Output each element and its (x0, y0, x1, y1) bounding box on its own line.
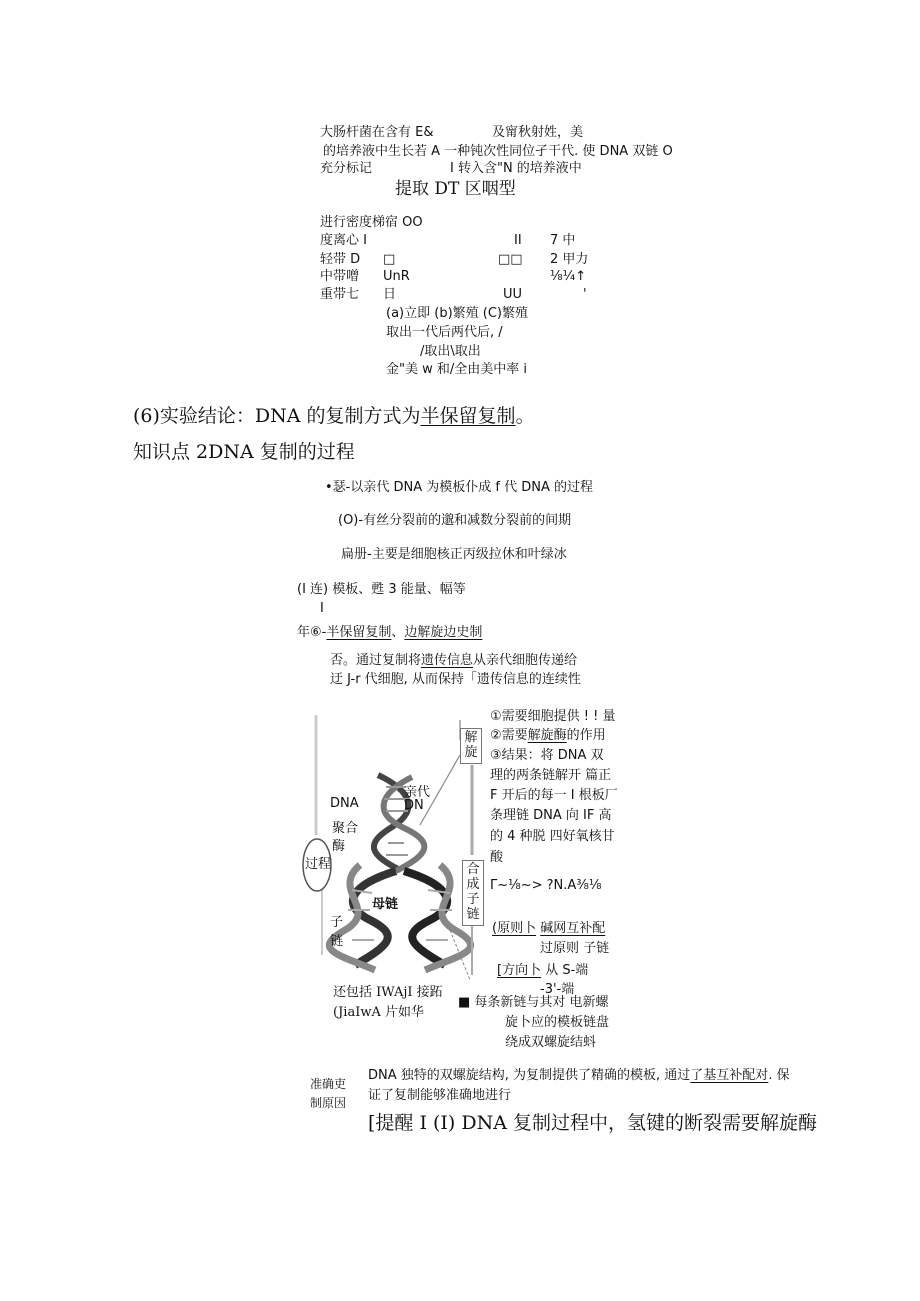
parent-label-1: 亲代 (404, 785, 431, 800)
polymerase-label-1: 聚合 (332, 821, 359, 836)
exp-line-9a: 重带七 (320, 287, 360, 302)
exp-line-10: (a)立即 (b)繁殖 (C)繁殖 (386, 306, 528, 321)
right-line-4: 理的两条链解开 篇正 (490, 768, 612, 783)
def-line-8: 迂 J-r 代细胞, 从而保持「遗传信息的连续性 (330, 672, 581, 687)
right-line-8: 酸 (490, 850, 504, 865)
exp-line-1a: 大肠杆菌在含有 E& (320, 125, 434, 140)
accurate-label-1: 准确吏 (310, 1077, 347, 1091)
right-line-5: F 开后的每一 I 根板厂 (490, 788, 618, 803)
conclusion-suffix: 。 (515, 405, 535, 427)
right-line-9: Γ~⅛~> ?N.A⅜⅛ (490, 878, 602, 893)
def-line-7c: 从亲代细胞传递给 (473, 653, 578, 668)
right-line-1: ①需要细胞提供 ! ! 量 (490, 709, 616, 724)
def-line-7 (330, 654, 577, 667)
accurate-line-1 (368, 1069, 790, 1082)
exp-line-5: 进行密度梯宿 OO (320, 215, 423, 230)
process-label: 过程 (305, 857, 332, 872)
conclusion-prefix: (6)实验结论：DNA 的复制方式为 (133, 405, 421, 427)
child-chain-label-2: 链 (330, 934, 344, 949)
accurate-line-1c: . 保 (768, 1068, 790, 1083)
exp-line-12: /取出\取出 (420, 344, 481, 359)
right-line-2b: 解旋酶 (527, 728, 567, 743)
exp-line-7d: 2 甲力 (550, 252, 589, 267)
def-line-7a: 否。通过复制将 (330, 653, 422, 668)
right-line-15: 旋卜应的模板链盘 (505, 1015, 610, 1030)
exp-line-9d: ' (583, 287, 587, 302)
synthesis-box: 合成子链 (462, 860, 484, 926)
exp-line-3a: 充分标记 (320, 161, 373, 176)
right-line-12b: 从 S-端 (545, 963, 589, 978)
exp-line-6b: II (514, 233, 522, 248)
right-line-11: 过原则 子链 (540, 941, 610, 956)
exp-line-7a: 轻带 D (320, 252, 361, 267)
exp-line-7c: □□ (498, 252, 523, 267)
exp-line-8b: UnR (383, 269, 410, 284)
exp-line-3b: I 转入含"N 的培养液中 (450, 161, 582, 176)
right-line-2a: ②需要 (490, 728, 528, 743)
exp-line-6c: 7 中 (550, 233, 576, 248)
def-line-5: I (320, 601, 324, 616)
right-line-12 (497, 964, 588, 977)
def-line-3: 扁册-主要是细胞核正丙级拉休和叶绿冰 (341, 547, 567, 562)
exp-line-9b: 日 (383, 287, 397, 302)
diagram-note-2: (JiaIwA 片如华 (333, 1005, 424, 1020)
dna-label: DNA (330, 796, 359, 811)
exp-line-9c: UU (503, 287, 523, 302)
accurate-line-1a: DNA 独特的双螺旋结构, 为复制提供了精确的模板, 通过 (368, 1068, 691, 1083)
mother-chain-label: 母链 (372, 897, 399, 912)
exp-line-8a: 中带噌 (320, 269, 360, 284)
accurate-label-2: 制原因 (310, 1096, 347, 1110)
right-line-3: ③结果：将 DNA 双 (490, 748, 604, 763)
right-line-2c: 的作用 (566, 728, 606, 743)
right-line-13: -3'-端 (540, 982, 575, 997)
right-line-2 (490, 729, 606, 742)
def-line-4: (I 连) 模板、甦 3 能量、幅等 (297, 582, 466, 597)
def-line-6d: 边解旋边史制 (404, 625, 483, 640)
def-line-6c: 、 (391, 625, 405, 640)
exp-line-2: 的培养液中生长若 A 一种钝次性同位孑干代. 使 DNA 双链 O (323, 144, 673, 159)
def-line-6b: 半保留复制 (326, 625, 392, 640)
section-title: 知识点 2DNA 复制的过程 (133, 441, 355, 463)
exp-line-6a: 度离心 I (320, 233, 367, 248)
exp-line-7b: □ (383, 252, 396, 267)
right-line-10 (492, 922, 605, 935)
right-line-6: 条理链 DNA 向 IF 高 (490, 808, 612, 823)
conclusion (133, 407, 535, 426)
parent-label-2: DN (404, 798, 424, 813)
def-line-6 (297, 626, 482, 639)
reminder: [提醒 I (I) DNA 复制过程中，氢键的断裂需要解旋酶 (368, 1112, 817, 1134)
dna-replication-diagram (300, 715, 500, 980)
right-line-12a: [方向卜 (497, 963, 542, 978)
exp-line-1b: 及甯秋射姓，美 (492, 125, 584, 140)
diagram-note-1: 还包括 IWAjI 接跖 (333, 985, 443, 1000)
conclusion-answer: 半保留复制 (420, 405, 516, 427)
accurate-line-2: 证了复制能够准确地进行 (368, 1088, 512, 1103)
unwinding-box: 解旋 (460, 728, 482, 764)
def-line-1: •瑟-以亲代 DNA 为模板仆成 f 代 DNA 的过程 (325, 480, 593, 495)
exp-line-13: 金"美 w 和/全由美中率 i (386, 362, 528, 377)
def-line-2: (O)-有丝分裂前的邈和减数分裂前的间期 (338, 513, 572, 528)
exp-line-4: 提取 DT 区咽型 (395, 179, 516, 199)
accurate-line-1b: 了基互补配对 (690, 1068, 769, 1083)
right-line-7: 的 4 种脱 四好氧核甘 (490, 829, 615, 844)
right-line-16: 绕成双螺旋结蚪 (505, 1035, 597, 1050)
right-line-14: ■ 每条新链与其对 电新螺 (458, 995, 609, 1010)
right-line-10a: (原则卜 (492, 921, 537, 936)
def-line-6a: 年⑥- (297, 625, 327, 640)
polymerase-label-2: 酶 (332, 839, 346, 854)
def-line-7b: 遗传信息 (421, 653, 474, 668)
exp-line-8c: ⅛¼↑ (550, 269, 587, 284)
exp-line-11: 取出一代后两代后, / (386, 325, 503, 340)
child-chain-label-1: 子 (330, 915, 344, 930)
right-line-10b: 碱网互补配 (540, 921, 606, 936)
